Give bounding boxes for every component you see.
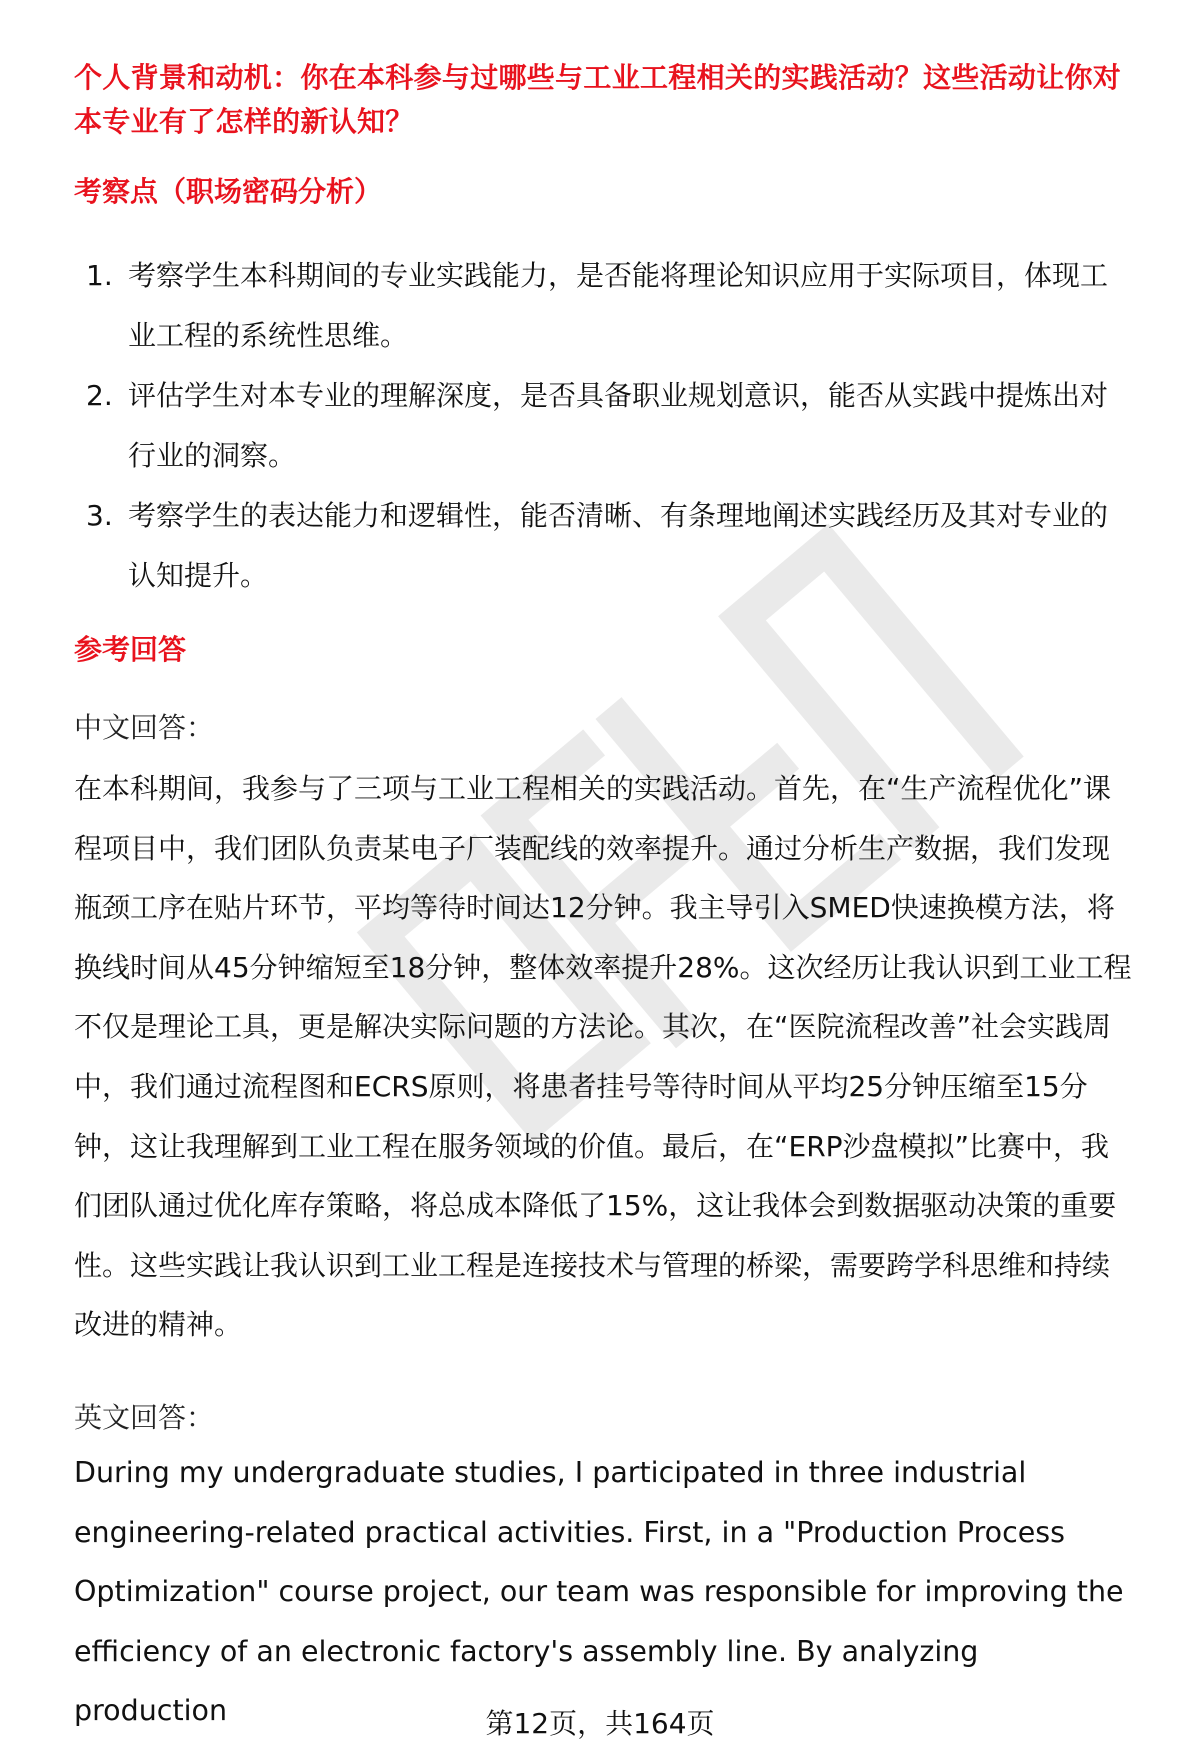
list-item-number: 2. [86, 379, 113, 412]
list-item [74, 486, 1134, 606]
points-heading: 考察点（职场密码分析） [74, 175, 383, 208]
list-item-number: 1. [86, 259, 113, 292]
english-answer-text: During my undergraduate studies, I participated in three industrial engineering-related practical activities. First, in a "Production Process Optimization" course project, our team was responsible for improving the efficiency of an electronic factory's assembly line. By analyzing production [74, 1456, 1124, 1728]
document-page [74, 0, 1134, 1755]
list-item [74, 366, 1134, 486]
chinese-answer-label: 中文回答： [74, 711, 215, 744]
chinese-answer-text: 在本科期间，我参与了三项与工业工程相关的实践活动。首先，在“生产流程优化”课程项目中，我们团队负责某电子厂装配线的效率提升。通过分析生产数据，我们发现瓶颈工序在贴片环节，平均等待时间达12分钟。我主导引入SMED快速换模方法，将换线时间从45分钟缩短至18分钟，整体效率提升28%。这次经历让我认识到工业工程不仅是理论工具，更是解决实际问题的方法论。其次，在“医院流程改善”社会实践周中，我们通过流程图和ECRS原则，将患者挂号等待时间从平均25分钟压缩至15分钟，这让我理解到工业工程在服务领域的价值。最后，在“ERP沙盘模拟”比赛中，我们团队通过优化库存策略，将总成本降低了15%，这让我体会到数据驱动决策的重要性。这些实践让我认识到工业工程是连接技术与管理的桥梁，需要跨学科思维和持续改进的精神。 [74, 772, 1132, 1342]
english-answer-label: 英文回答： [74, 1401, 215, 1434]
question-heading: 个人背景和动机：你在本科参与过哪些与工业工程相关的实践活动？这些活动让你对本专业有了怎样的新认知？ [74, 61, 1122, 138]
list-item-text: 考察学生本科期间的专业实践能力，是否能将理论知识应用于实际项目，体现工业工程的系统性思维。 [128, 259, 1109, 352]
list-item-number: 3. [86, 499, 113, 532]
assessment-points-list [74, 246, 1134, 606]
list-item-text: 考察学生的表达能力和逻辑性，能否清晰、有条理地阐述实践经历及其对专业的认知提升。 [128, 499, 1109, 592]
list-item-text: 评估学生对本专业的理解深度，是否具备职业规划意识，能否从实践中提炼出对行业的洞察。 [128, 379, 1109, 472]
list-item [74, 246, 1134, 366]
page-number-footer: 第12页，共164页 [485, 1707, 715, 1740]
answer-heading: 参考回答 [74, 633, 187, 666]
